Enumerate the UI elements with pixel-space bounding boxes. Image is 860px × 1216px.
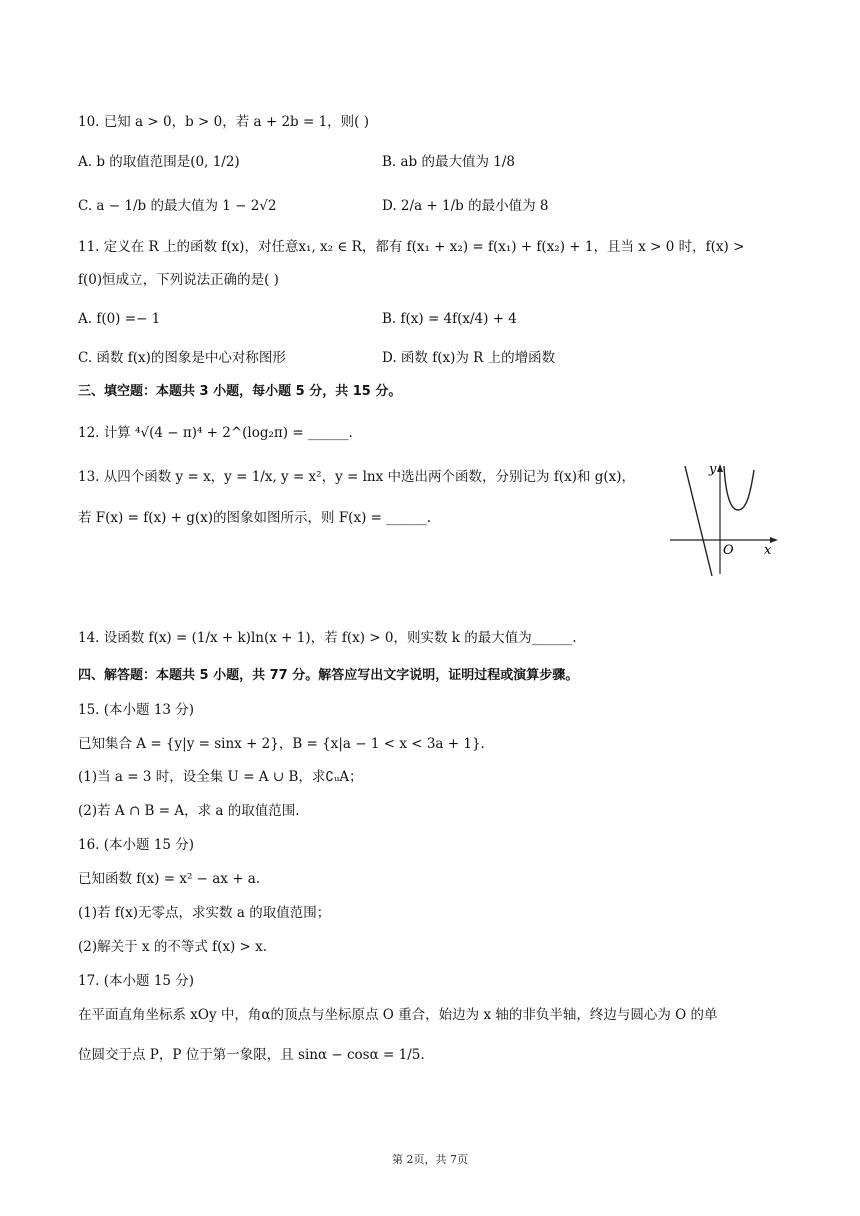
q15-part2: (2)若 A ∩ B = A，求 a 的取值范围. xyxy=(78,803,300,819)
y-axis-label: y xyxy=(709,462,717,477)
q11-option-b: B. f(x) = 4f(x/4) + 4 xyxy=(382,311,517,327)
q10-stem: 10. 已知 a > 0，b > 0，若 a + 2b = 1，则( ) xyxy=(78,114,369,130)
q11-option-d: D. 函数 f(x)为 R 上的增函数 xyxy=(382,350,556,366)
function-graph-figure xyxy=(666,458,786,580)
q10-option-c: C. a − 1/b 的最大值为 1 − 2√2 xyxy=(78,198,277,214)
q11-option-c: C. 函数 f(x)的图象是中心对称图形 xyxy=(78,350,286,366)
page-footer: 第 2页，共 7页 xyxy=(392,1153,468,1166)
q10-option-a: A. b 的取值范围是(0, 1/2) xyxy=(78,154,240,170)
q17-stem-line1: 在平面直角坐标系 xOy 中，角α的顶点与坐标原点 O 重合，始边为 x 轴的非负半轴，终边与圆心为 O 的单 xyxy=(78,1007,718,1023)
section-3-heading: 三、填空题：本题共 3 小题，每小题 5 分，共 15 分。 xyxy=(78,384,402,399)
q11-stem-line2: f(0)恒成立，下列说法正确的是( ) xyxy=(78,272,279,288)
q13-line1: 13. 从四个函数 y = x，y = 1/x, y = x²，y = lnx 中选出两个函数，分别记为 f(x)和 g(x)， xyxy=(78,469,636,485)
x-axis-label: x xyxy=(764,543,772,558)
right-curve-branch xyxy=(724,466,754,510)
q15-part1: (1)当 a = 3 时，设全集 U = A ∪ B，求∁ᵤA； xyxy=(78,769,363,785)
q13-line2: 若 F(x) = f(x) + g(x)的图象如图所示，则 F(x) = ______. xyxy=(78,510,432,526)
section-4-heading: 四、解答题：本题共 5 小题，共 77 分。解答应写出文字说明，证明过程或演算步骤。 xyxy=(78,668,579,683)
q16-header: 16. (本小题 15 分) xyxy=(78,837,195,853)
q16-part1: (1)若 f(x)无零点，求实数 a 的取值范围； xyxy=(78,905,331,921)
q14: 14. 设函数 f(x) = (1/x + k)ln(x + 1)，若 f(x) > 0，则实数 k 的最大值为______. xyxy=(78,630,577,646)
origin-label: O xyxy=(723,543,734,558)
q15-header: 15. (本小题 13 分) xyxy=(78,702,195,718)
q16-stem: 已知函数 f(x) = x² − ax + a. xyxy=(78,871,261,887)
q15-stem: 已知集合 A = {y|y = sinx + 2}，B = {x|a − 1 < x < 3a + 1}. xyxy=(78,736,485,752)
q17-stem-line2: 位圆交于点 P，P 位于第一象限，且 sinα − cosα = 1/5. xyxy=(78,1047,425,1063)
q12: 12. 计算 ⁴√(4 − π)⁴ + 2^(log₂π) = ______. xyxy=(78,425,353,441)
q11-option-a: A. f(0) =− 1 xyxy=(78,311,161,327)
left-curve-branch xyxy=(685,466,712,576)
q11-stem-line1: 11. 定义在 R 上的函数 f(x)，对任意x₁, x₂ ∈ R，都有 f(x₁ + x₂) = f(x₁) + f(x₂) + 1，且当 x > 0 时，f(x) > xyxy=(78,239,745,255)
q17-header: 17. (本小题 15 分) xyxy=(78,973,195,989)
q10-option-b: B. ab 的最大值为 1/8 xyxy=(382,154,516,170)
q16-part2: (2)解关于 x 的不等式 f(x) > x. xyxy=(78,939,268,955)
q10-option-d: D. 2/a + 1/b 的最小值为 8 xyxy=(382,198,549,214)
